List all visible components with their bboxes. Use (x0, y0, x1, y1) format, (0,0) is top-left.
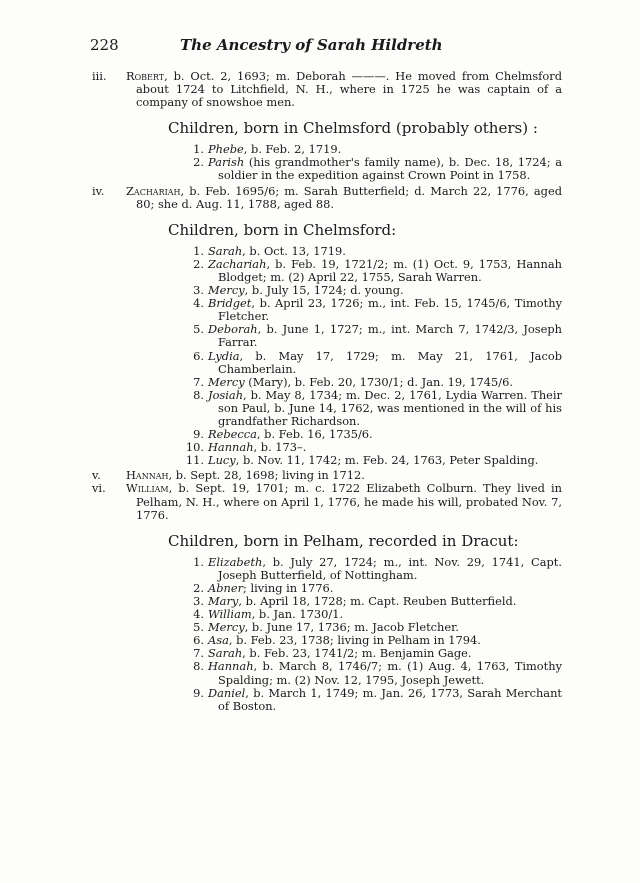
child-name: Lucy (208, 453, 236, 468)
entry-text (126, 482, 562, 521)
child-text (208, 156, 562, 182)
child-details: , b. June 1, 1727; m., int. March 7, 1742/3, Joseph Farrar. (218, 322, 562, 350)
child-name: Mary (208, 594, 239, 608)
child-name: Mercy (208, 620, 245, 635)
entry-text (126, 70, 562, 109)
child-number: 5. (193, 620, 204, 635)
child-item (184, 454, 562, 467)
child-details: , b. Oct. 13, 1719. (242, 243, 346, 258)
child-name: Josiah (208, 387, 244, 402)
child-number: 5. (193, 322, 204, 337)
child-number: 1. (193, 554, 204, 569)
child-item (184, 556, 562, 582)
genealogy-content (92, 70, 562, 715)
entry-text (126, 185, 562, 211)
child-number: 6. (193, 633, 204, 648)
child-name: Phebe (208, 142, 244, 157)
child-item (184, 389, 562, 428)
child-number: 1. (193, 142, 204, 157)
entry-number: vi. (92, 481, 106, 496)
child-item (184, 258, 562, 284)
child-name: Deborah (208, 322, 258, 337)
spacer (92, 713, 562, 715)
child-details: , b. April 23, 1726; m., int. Feb. 15, 1745/6, Timothy Fletcher. (218, 296, 562, 324)
child-details: , b. Feb. 16, 1735/6. (256, 427, 373, 442)
child-number: 7. (193, 646, 204, 661)
children-heading: Children, born in Chelmsford (probably others) : (168, 119, 538, 138)
child-number: 7. (193, 374, 204, 389)
child-details: (Mary), b. Feb. 20, 1730/1; d. Jan. 19, 1745/6. (244, 374, 514, 389)
child-details: , b. Jan. 1730/1. (251, 607, 344, 622)
child-number: 9. (193, 427, 204, 442)
child-item (184, 687, 562, 713)
entry-details: , b. Sept. 28, 1698; living in 1712. (168, 468, 365, 483)
child-name: Sarah (208, 646, 243, 661)
child-details: , b. Nov. 11, 1742; m. Feb. 24, 1763, Peter Spalding. (235, 453, 539, 468)
children-heading: Children, born in Chelmsford: (168, 220, 397, 239)
child-details: , b. March 8, 1746/7; m. (1) Aug. 4, 1763, Timothy Spalding; m. (2) Nov. 12, 1795, Joseph Jewett. (218, 659, 562, 687)
child-name: Mercy (208, 374, 245, 389)
running-title: The Ancestry of Sarah Hildreth (180, 36, 443, 54)
child-name: William (208, 607, 252, 622)
child-number: 9. (193, 685, 204, 700)
child-name: Mercy (208, 283, 245, 298)
child-name: Hannah (208, 659, 254, 674)
child-item (184, 323, 562, 349)
child-details: , b. Feb. 19, 1721/2; m. (1) Oct. 9, 1753, Hannah Blodget; m. (2) April 22, 1755, Sarah Warren. (218, 256, 562, 284)
entry-number: v. (92, 468, 101, 483)
child-text (208, 297, 562, 323)
child-details: , b. Feb. 23, 1738; living in Pelham in 1794. (228, 633, 481, 648)
person-name: Hannah (126, 468, 169, 483)
child-text (208, 454, 562, 467)
children-list (184, 143, 562, 182)
person-name: Zachariah (126, 183, 181, 198)
child-name: Asa (208, 633, 229, 648)
child-name: Rebecca (208, 427, 257, 442)
child-number: 2. (193, 256, 204, 271)
child-details: ; living in 1776. (243, 580, 334, 595)
entry-number: iv. (92, 183, 105, 198)
child-number: 4. (193, 607, 204, 622)
child-details: , b. 173–. (253, 440, 307, 455)
child-name: Daniel (208, 685, 246, 700)
entry-details: , b. Oct. 2, 1693; m. Deborah ———. He moved from Chelmsford about 1724 to Litchfield, N. H., where in 1725 he was captain of a company of snowshoe men. (136, 69, 562, 110)
child-details: , b. Feb. 23, 1741/2; m. Benjamin Gage. (242, 646, 472, 661)
child-text (208, 687, 562, 713)
children-list (184, 245, 562, 468)
child-name: Lydia (208, 348, 240, 363)
child-name: Abner (208, 580, 244, 595)
child-name: Hannah (208, 440, 254, 455)
children-heading: Children, born in Pelham, recorded in Dracut: (168, 531, 519, 550)
child-text (208, 350, 562, 376)
genealogy-entry (92, 185, 562, 211)
child-number: 8. (193, 387, 204, 402)
genealogy-entry (92, 482, 562, 521)
child-number: 3. (193, 283, 204, 298)
child-item (184, 156, 562, 182)
child-number: 3. (193, 594, 204, 608)
child-name: Sarah (208, 243, 243, 258)
child-text (208, 660, 562, 686)
page-number: 228 (90, 36, 119, 54)
person-name: William (126, 481, 169, 496)
child-number: 2. (193, 580, 204, 595)
child-number: 11. (185, 453, 204, 468)
child-name: Zachariah (208, 256, 267, 271)
genealogy-entry (92, 70, 562, 109)
child-details: , b. Feb. 2, 1719. (243, 142, 342, 157)
entry-details: , b. Sept. 19, 1701; m. c. 1722 Elizabeth Colburn. They lived in Pelham, N. H., where on April 1, 1776, he made his will, probated Nov. 7, 1776. (136, 481, 562, 522)
entry-number: iii. (92, 69, 107, 83)
child-details: , b. July 27, 1724; m., int. Nov. 29, 1741, Capt. Joseph Butterfield, of Nottingham. (218, 554, 562, 582)
child-text (208, 323, 562, 349)
child-details: , b. April 18, 1728; m. Capt. Reuben Butterfield. (238, 594, 517, 608)
child-text (208, 556, 562, 582)
person-name: Robert (126, 69, 165, 83)
child-details: , b. March 1, 1749; m. Jan. 26, 1773, Sarah Merchant of Boston. (218, 685, 562, 713)
entry-details: , b. Feb. 1695/6; m. Sarah Butterfield; d. March 22, 1776, aged 80; she d. Aug. 11, 1788, aged 88. (136, 183, 562, 211)
child-number: 2. (193, 155, 204, 170)
child-details: , b. May 8, 1734; m. Dec. 2, 1761, Lydia Warren. Their son Paul, b. June 14, 1762, was mentioned in the will of his grandfather Richardson. (218, 387, 562, 428)
child-number: 4. (193, 296, 204, 311)
child-name: Parish (208, 155, 245, 170)
child-name: Elizabeth (208, 554, 263, 569)
child-details: (his grandmother's family name), b. Dec. 18, 1724; a soldier in the expedition against Crown Point in 1758. (218, 155, 562, 183)
child-name: Bridget (208, 296, 252, 311)
child-number: 6. (193, 348, 204, 363)
child-number: 1. (193, 243, 204, 258)
child-text (208, 258, 562, 284)
page-header (90, 36, 560, 56)
child-item (184, 350, 562, 376)
child-number: 10. (185, 440, 204, 455)
child-text (208, 389, 562, 428)
child-details: , b. July 15, 1724; d. young. (244, 283, 404, 298)
child-details: , b. June 17, 1736; m. Jacob Fletcher. (244, 620, 459, 635)
child-number: 8. (193, 659, 204, 674)
child-item (184, 660, 562, 686)
child-details: , b. May 17, 1729; m. May 21, 1761, Jacob Chamberlain. (218, 348, 562, 376)
child-item (184, 297, 562, 323)
children-list (184, 556, 562, 713)
